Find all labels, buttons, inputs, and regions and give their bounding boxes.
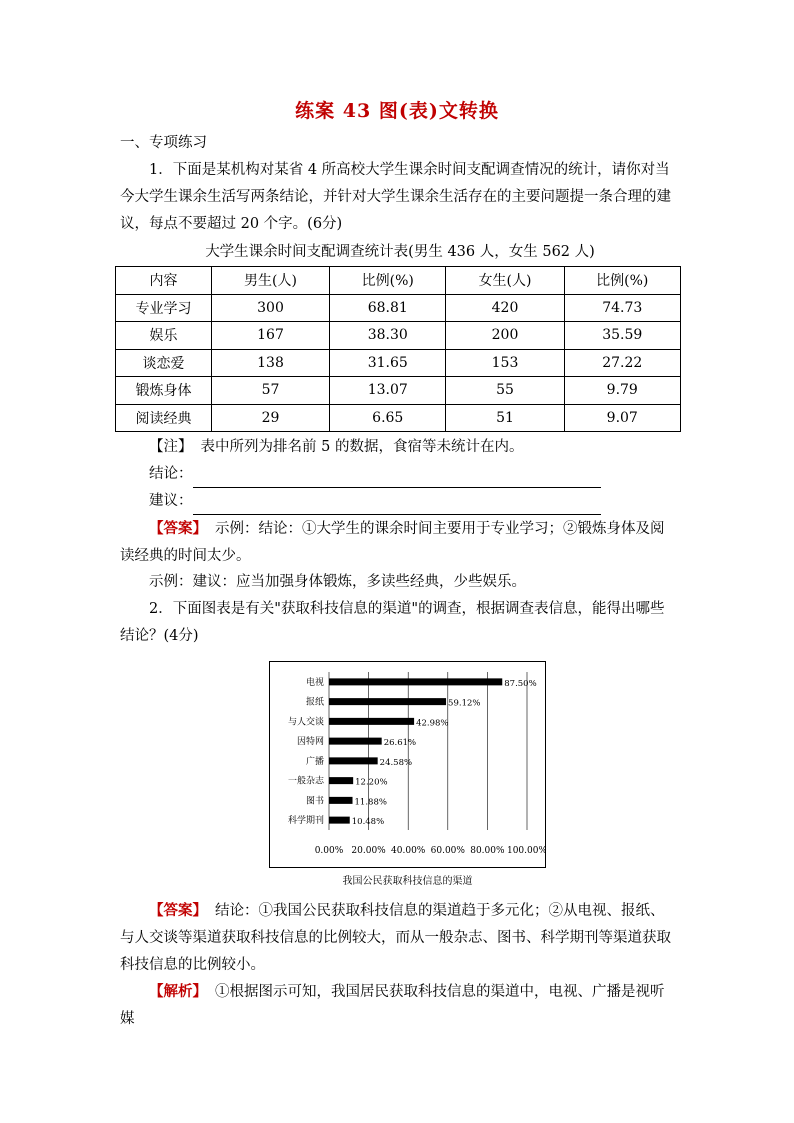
conclusion-line <box>120 461 678 488</box>
question-1-text: 1．下面是某机构对某省 4 所高校大学生课余时间支配调查情况的统计，请你对当今大学生课余生活写两条结论，并针对大学生课余生活存在的主要问题提一条合理的建议，每点不要超过 20 个字。(6分) <box>120 162 671 232</box>
table-cell: 13.07 <box>330 377 446 405</box>
category-label: 广播 <box>305 756 324 767</box>
table-cell: 300 <box>212 294 330 322</box>
category-label: 因特网 <box>296 737 324 748</box>
bar <box>329 797 353 804</box>
table-cell: 55 <box>446 377 564 405</box>
data-label: 11.88% <box>354 797 387 808</box>
note-tag: 【注】 <box>149 439 193 455</box>
table-header-cell: 内容 <box>116 267 212 295</box>
table-cell: 专业学习 <box>116 294 212 322</box>
table-cell: 9.79 <box>564 377 681 405</box>
answer-text: 示例：结论：①大学生的课余时间主要用于专业学习；②锻炼身体及阅读经典的时间太少。 <box>120 521 665 564</box>
table-cell: 420 <box>446 294 564 322</box>
suggestion-blank[interactable] <box>193 496 601 515</box>
chart-caption: 我国公民获取科技信息的渠道 <box>342 876 473 887</box>
table-row <box>116 322 681 350</box>
analysis-text: ①根据图示可知，我国居民获取科技信息的渠道中，电视、广播是视听媒 <box>120 984 665 1027</box>
table-cell: 68.81 <box>330 294 446 322</box>
bar <box>329 757 378 764</box>
table-cell: 200 <box>446 322 564 350</box>
table-header-cell: 比例(%) <box>330 267 446 295</box>
table-cell: 35.59 <box>564 322 681 350</box>
suggestion-line <box>120 488 678 515</box>
table-cell: 娱乐 <box>116 322 212 350</box>
x-tick-label: 80.00% <box>470 846 505 856</box>
x-tick-label: 20.00% <box>351 846 386 856</box>
answer-text: 结论：①我国公民获取科技信息的渠道趋于多元化；②从电视、报纸、与人交谈等渠道获取科技信息的比例较大，而从一般杂志、图书、科学期刊等渠道获取科技信息的比例较小。 <box>120 903 671 973</box>
survey-table <box>115 266 681 432</box>
table-cell: 51 <box>446 404 564 432</box>
note-text: 表中所列为排名前 5 的数据，食宿等未统计在内。 <box>200 439 524 455</box>
category-label: 报纸 <box>305 697 324 708</box>
chart-frame <box>269 661 546 868</box>
x-tick-label: 60.00% <box>430 846 465 856</box>
data-label: 24.58% <box>379 757 413 768</box>
x-tick-label: 0.00% <box>314 846 344 856</box>
data-label: 42.98% <box>416 718 449 729</box>
table-cell: 74.73 <box>564 294 681 322</box>
table-header-cell: 男生(人) <box>212 267 330 295</box>
table-cell: 167 <box>212 322 330 350</box>
table-cell: 31.65 <box>330 349 446 377</box>
analysis-tag: 【解析】 <box>149 983 207 1000</box>
section-heading: 一、专项练习 <box>120 135 207 151</box>
table-cell: 阅读经典 <box>116 404 212 432</box>
table-cell: 9.07 <box>564 404 681 432</box>
table-header-cell: 比例(%) <box>564 267 681 295</box>
bar <box>329 678 502 685</box>
table-cell: 27.22 <box>564 349 681 377</box>
answer-1 <box>120 515 678 570</box>
category-label: 一般杂志 <box>287 776 324 787</box>
bar <box>329 718 414 725</box>
page-title: 练案 43 图(表)文转换 <box>295 100 499 122</box>
bar <box>329 817 350 824</box>
category-label: 图书 <box>305 796 324 807</box>
data-label: 12.20% <box>355 777 388 788</box>
bar <box>329 738 382 745</box>
table-cell: 138 <box>212 349 330 377</box>
x-tick-label: 100.00% <box>506 846 545 856</box>
table-cell: 57 <box>212 377 330 405</box>
data-label: 59.12% <box>448 698 481 709</box>
channel-bar-chart <box>270 662 545 867</box>
question-2-text: 2．下面图表是有关"获取科技信息的渠道"的调查，根据调查表信息，能得出哪些结论？(4分) <box>120 601 665 644</box>
table-cell: 38.30 <box>330 322 446 350</box>
conclusion-blank[interactable] <box>193 469 601 488</box>
table-row <box>116 294 681 322</box>
conclusion-label: 结论： <box>149 466 193 482</box>
bar <box>329 777 353 784</box>
table-row <box>116 349 681 377</box>
table-cell: 29 <box>212 404 330 432</box>
table-cell: 谈恋爱 <box>116 349 212 377</box>
table-note <box>120 434 678 461</box>
table-cell: 153 <box>446 349 564 377</box>
answer-tag: 【答案】 <box>149 520 207 537</box>
category-label: 科学期刊 <box>287 816 324 827</box>
bar <box>329 698 446 705</box>
category-label: 与人交谈 <box>287 717 324 728</box>
table-header-row <box>116 267 681 295</box>
table-cell: 锻炼身体 <box>116 377 212 405</box>
category-label: 电视 <box>305 677 324 688</box>
table-header-cell: 女生(人) <box>446 267 564 295</box>
answer-tag: 【答案】 <box>149 902 207 919</box>
data-label: 26.61% <box>383 738 417 749</box>
answer-1-suggestion: 示例：建议：应当加强身体锻炼，多读些经典，少些娱乐。 <box>149 574 526 590</box>
data-label: 10.48% <box>351 817 385 828</box>
x-tick-label: 40.00% <box>391 846 426 856</box>
answer-2 <box>120 897 678 979</box>
table-cell: 6.65 <box>330 404 446 432</box>
suggestion-label: 建议： <box>149 493 193 509</box>
table-row <box>116 377 681 405</box>
table-caption: 大学生课余时间支配调查统计表(男生 436 人，女生 562 人) <box>205 244 595 260</box>
analysis <box>120 978 678 1033</box>
data-label: 87.50% <box>504 678 537 689</box>
table-row <box>116 404 681 432</box>
